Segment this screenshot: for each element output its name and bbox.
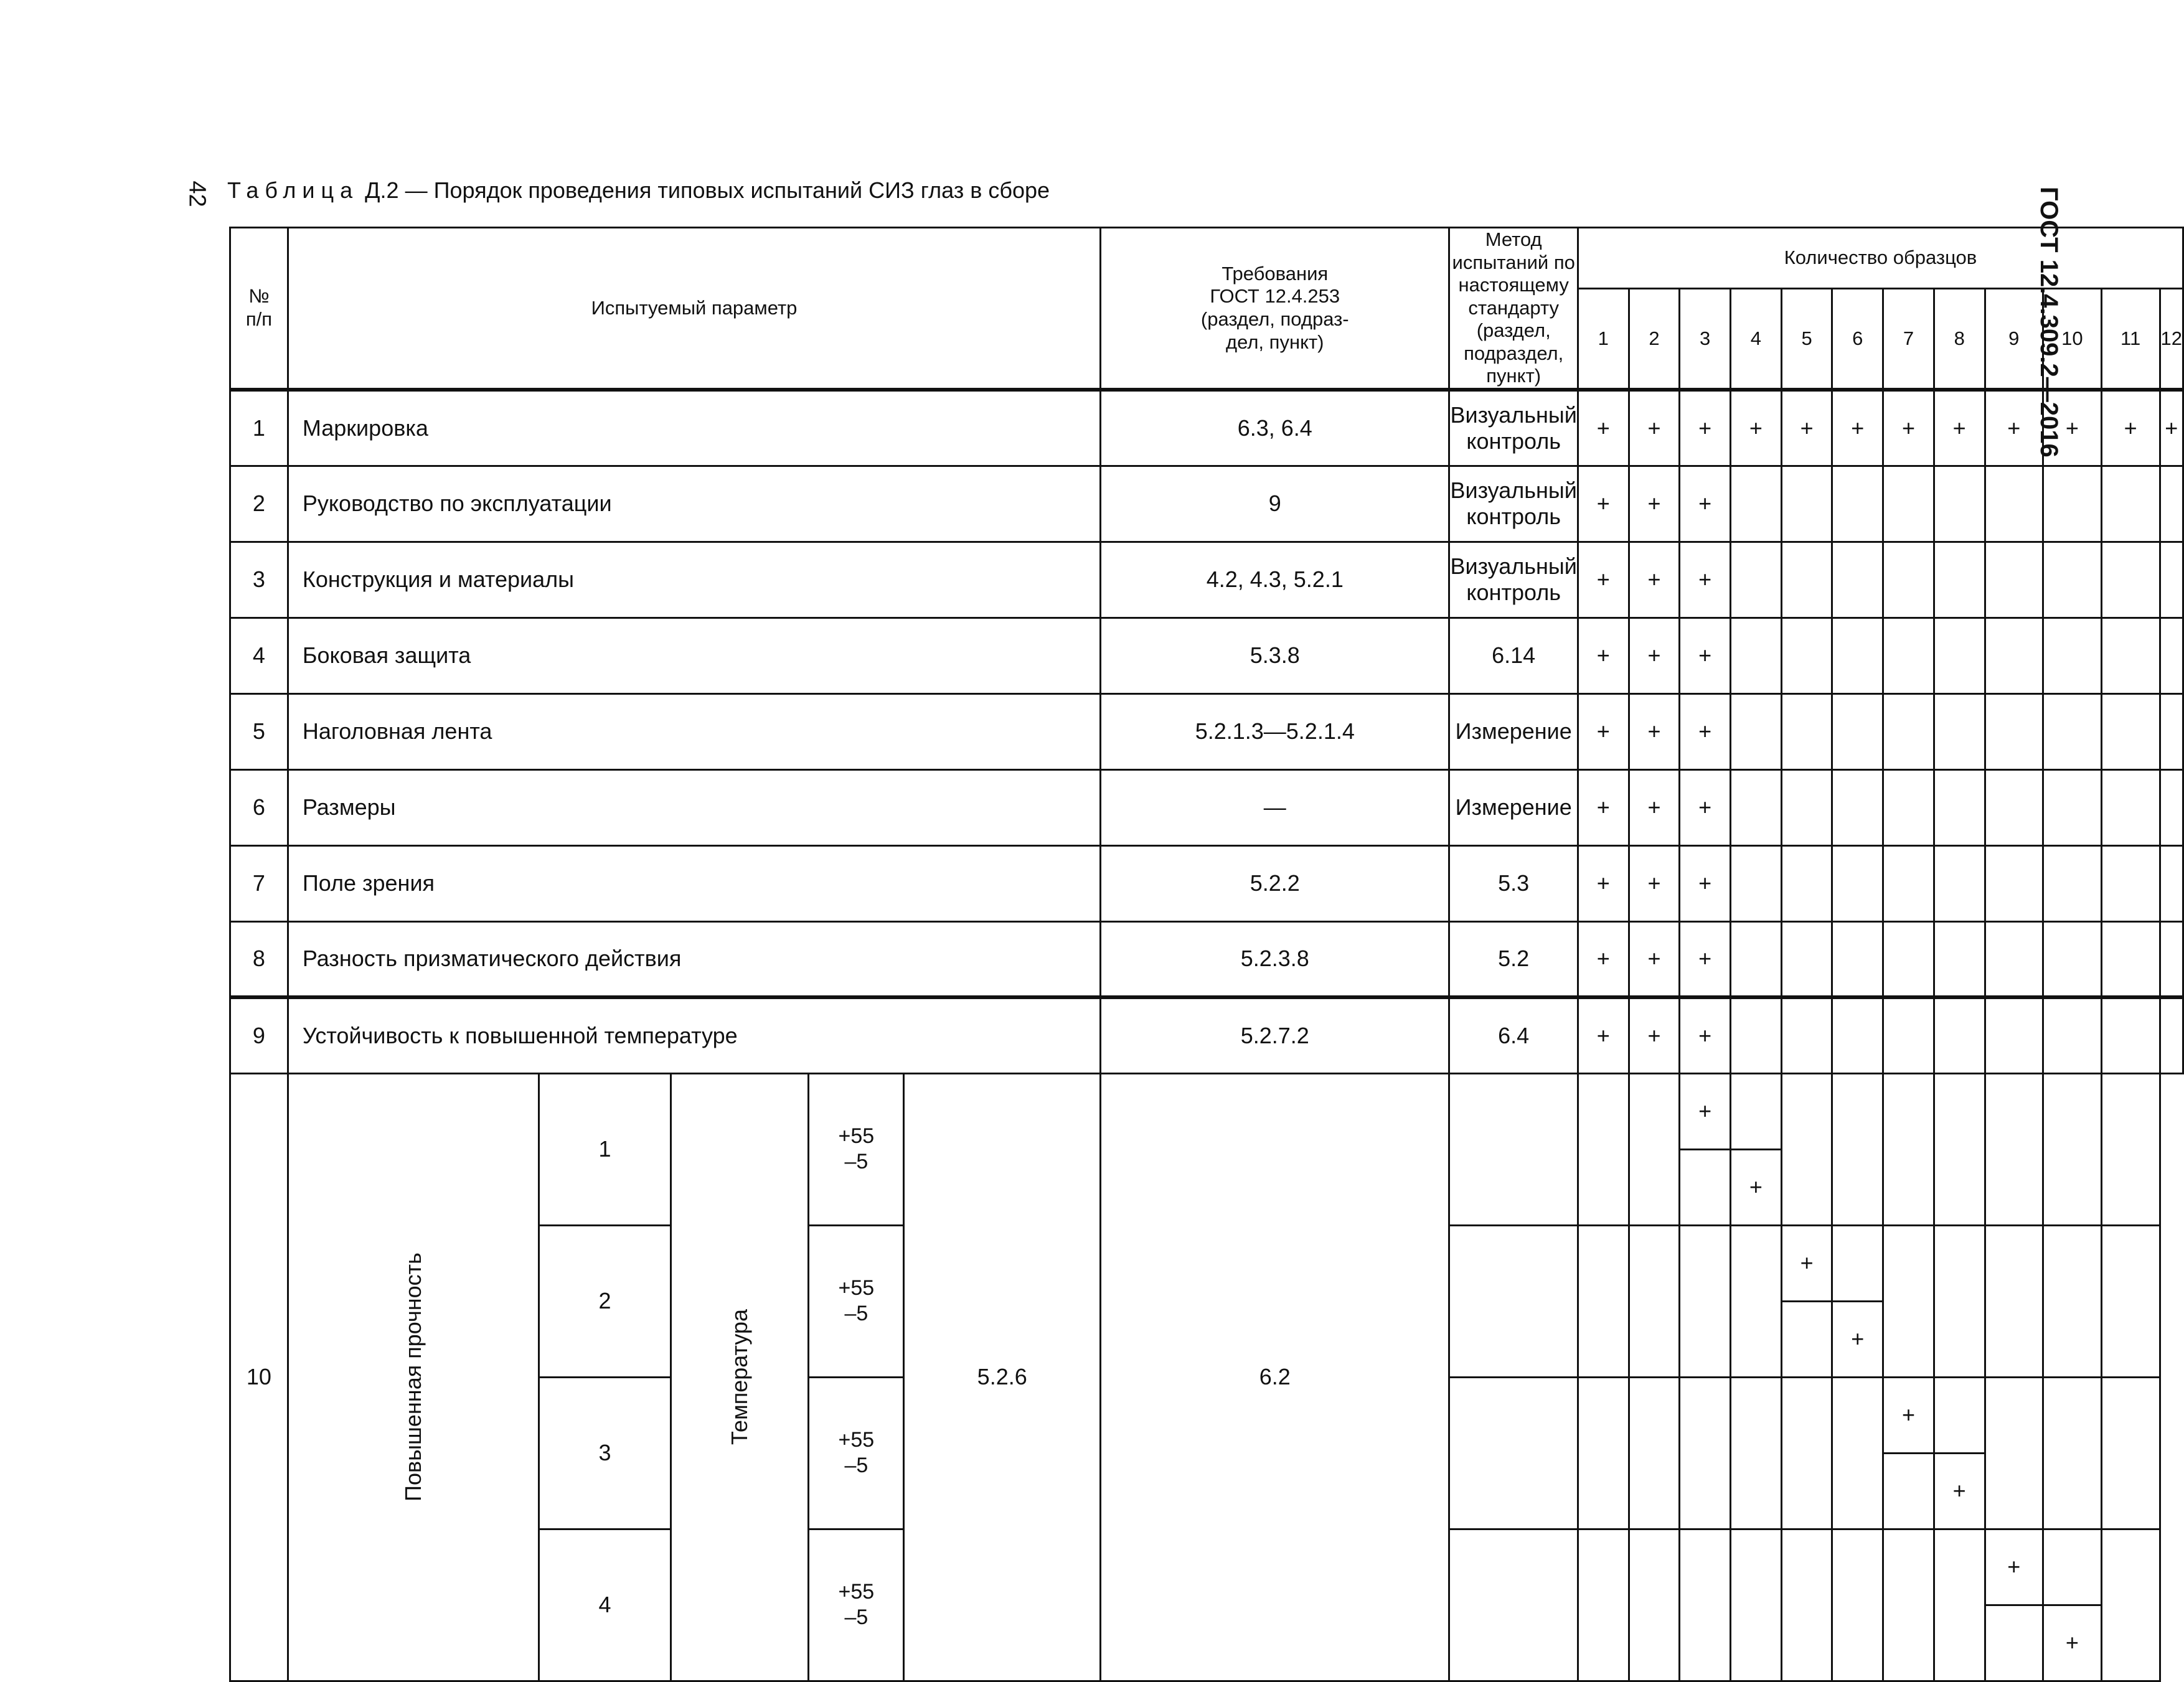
row-number: 10 [230,1073,288,1681]
table-caption [227,177,1050,204]
sample-cell-5: + [1731,1149,1782,1225]
sample-cell-1 [1449,1377,1578,1529]
sample-cell-11 [2043,1529,2101,1605]
header-num-line1: № [248,285,270,308]
sample-cell-5 [1731,1377,1782,1529]
sample-cell-2 [1578,1225,1629,1377]
sample-cell-8: + [1883,1377,1934,1453]
sample-cell-3 [1629,1377,1680,1529]
sample-cell-10 [2043,921,2101,997]
sample-cell-2: + [1629,466,1680,542]
sample-cell-9 [1934,1529,1985,1681]
sample-cell-8 [1883,1073,1934,1225]
temperature-value [809,1529,904,1681]
sample-cell-4 [1680,1529,1731,1681]
header-sample-11: 11 [2101,288,2160,390]
table-row [230,618,2183,693]
caption-word: Таблица [227,177,359,203]
sample-cell-6 [1781,1529,1832,1681]
table-row [230,769,2183,845]
sample-cell-12 [2160,693,2183,769]
temperature-plus: +55 [838,1276,875,1300]
caption-text: Д.2 — Порядок проведения типовых испытаний СИЗ глаз в сборе [359,177,1050,203]
sample-cell-11 [2101,997,2160,1073]
row-parameter: Наголовная лента [288,693,1100,769]
sample-cell-6 [1832,542,1883,618]
sample-cell-9: + [1985,390,2043,466]
sample-cell-3 [1629,1073,1680,1225]
row-number: 4 [230,618,288,693]
sample-cell-6 [1832,921,1883,997]
table-row [230,997,2183,1073]
sample-cell-11 [2101,542,2160,618]
sample-cell-11: + [2043,1605,2101,1681]
table-row [230,542,2183,618]
sample-cell-11 [2101,693,2160,769]
header-sample-10: 10 [2043,288,2101,390]
sample-cell-10 [2043,466,2101,542]
sample-cell-9 [1985,845,2043,921]
row-method: Измерение [1449,693,1578,769]
sample-cell-4 [1731,618,1782,693]
row-requirement: 9 [1101,466,1449,542]
row-method: 6.14 [1449,618,1578,693]
sample-cell-5 [1781,997,1832,1073]
sample-cell-6: + [1832,390,1883,466]
sample-cell-8 [1883,1453,1934,1529]
sample-cell-11 [2101,845,2160,921]
sample-cell-12 [2101,1073,2160,1225]
row-number: 7 [230,845,288,921]
sample-cell-11 [2101,466,2160,542]
header-num [230,228,288,390]
sample-cell-1: + [1578,997,1629,1073]
row-parameter-vertical [288,1073,539,1681]
sample-cell-8 [1934,542,1985,618]
row-requirement: 5.2.1.3—5.2.1.4 [1101,693,1449,769]
sample-cell-3: + [1680,390,1731,466]
sample-cell-4 [1680,1377,1731,1529]
temperature-minus: –5 [844,1605,868,1630]
sample-cell-4 [1731,921,1782,997]
row-parameter: Разность призматического действия [288,921,1100,997]
row-requirement: 5.2.7.2 [1101,997,1449,1073]
sample-cell-6 [1781,1301,1832,1377]
standard-code: ГОСТ 12.4.309.2—2016 [2035,187,2063,458]
sample-cell-2: + [1629,921,1680,997]
sample-cell-12 [2101,1529,2160,1681]
row-method: Измерение [1449,769,1578,845]
row-parameter: Конструкция и материалы [288,542,1100,618]
sample-cell-5 [1781,845,1832,921]
sample-cell-3 [1629,1529,1680,1681]
sample-cell-8: + [1934,390,1985,466]
header-req-line3: (раздел, подраз- [1200,308,1349,331]
sample-cell-4 [1680,1225,1731,1377]
sample-cell-8 [1934,769,1985,845]
sample-cell-10 [1985,1377,2043,1529]
sample-cell-7 [1883,921,1934,997]
sample-cell-6 [1832,466,1883,542]
sample-cell-2: + [1629,390,1680,466]
sample-cell-12 [2160,845,2183,921]
sample-cell-7 [1883,769,1934,845]
sample-cell-11 [2043,1377,2101,1529]
sample-cell-5 [1781,921,1832,997]
sample-cell-6 [1832,618,1883,693]
sample-cell-9 [1934,1073,1985,1225]
header-method [1449,228,1578,390]
header-method-line2: стандарту (раздел, подраздел, [1464,296,1564,364]
sample-cell-6 [1832,845,1883,921]
header-param: Испытуемый параметр [288,228,1100,390]
sample-cell-2: + [1629,845,1680,921]
sample-cell-12 [2101,1225,2160,1377]
subrow-number: 2 [539,1225,671,1377]
row-requirement: 5.3.8 [1101,618,1449,693]
header-sample-1: 1 [1578,288,1629,390]
sample-cell-7 [1883,466,1934,542]
sample-cell-2: + [1629,542,1680,618]
header-requirements [1101,228,1449,390]
row-parameter: Поле зрения [288,845,1100,921]
header-req-line2: ГОСТ 12.4.253 [1210,285,1340,308]
sample-cell-5 [1781,542,1832,618]
sample-cell-11: + [2101,390,2160,466]
row-parameter: Руководство по эксплуатации [288,466,1100,542]
table-row [230,921,2183,997]
temperature-value [809,1073,904,1225]
row-requirement: 5.2.2 [1101,845,1449,921]
temperature-label: Температура [727,1309,753,1445]
row-requirement: 6.3, 6.4 [1101,390,1449,466]
row-requirement: 5.2.3.8 [1101,921,1449,997]
sample-cell-12 [2101,1377,2160,1529]
sample-cell-7 [1832,1529,1883,1681]
row-requirement: 5.2.6 [904,1073,1101,1681]
sample-cell-4 [1731,769,1782,845]
temperature-minus: –5 [844,1454,868,1478]
sample-cell-3: + [1680,618,1731,693]
sample-cell-2 [1578,1073,1629,1225]
sample-cell-3: + [1680,845,1731,921]
sample-cell-9 [1985,618,2043,693]
row-parameter: Боковая защита [288,618,1100,693]
temperature-plus: +55 [838,1580,875,1604]
row-method: 5.2 [1449,921,1578,997]
sample-cell-4 [1731,845,1782,921]
header-req-line1: Требования [1221,262,1329,284]
sample-cell-10 [1985,1225,2043,1377]
header-num-line2: п/п [245,308,273,331]
sample-cell-7 [1832,1377,1883,1529]
subrow-number: 3 [539,1377,671,1529]
temperature-minus: –5 [844,1302,868,1326]
header-sample-12: 12 [2160,288,2183,390]
temperature-value [809,1225,904,1377]
sample-cell-7 [1832,1225,1883,1301]
sample-cell-1: + [1578,390,1629,466]
sample-cell-3: + [1680,921,1731,997]
sample-cell-5 [1731,1529,1782,1681]
sample-cell-8 [1934,693,1985,769]
sample-cell-1: + [1578,618,1629,693]
sample-cell-9 [1985,769,2043,845]
temperature-minus: –5 [844,1150,868,1174]
sample-cell-11 [2043,1073,2101,1225]
temperature-plus: +55 [838,1428,875,1452]
header-sample-3: 3 [1680,288,1731,390]
header-sample-5: 5 [1781,288,1832,390]
sample-cell-10 [2043,542,2101,618]
sample-cell-6: + [1781,1225,1832,1301]
sample-cell-12 [2160,769,2183,845]
sample-cell-7 [1883,845,1934,921]
sample-cell-5 [1781,466,1832,542]
sample-cell-1 [1449,1225,1578,1377]
sample-cell-2 [1578,1529,1629,1681]
sample-cell-8 [1934,845,1985,921]
row-method: Визуальный контроль [1449,390,1578,466]
page-number: 42 [184,181,210,207]
parameter-label: Повышенная прочность [400,1252,426,1501]
sample-cell-6 [1832,997,1883,1073]
sample-cell-8 [1934,466,1985,542]
sample-cell-6 [1832,693,1883,769]
sample-cell-1 [1449,1073,1578,1225]
sample-cell-7 [1883,693,1934,769]
sample-cell-4 [1680,1149,1731,1225]
table-row [230,390,2183,466]
header-method-line1: Метод испытаний по настоящему [1452,228,1575,296]
sample-cell-8 [1883,1225,1934,1377]
header-sample-7: 7 [1883,288,1934,390]
sample-cell-7 [1883,618,1934,693]
sample-cell-3: + [1680,466,1731,542]
sample-cell-4: + [1680,1073,1731,1149]
sample-cell-7 [1883,542,1934,618]
sample-cell-5 [1731,1225,1782,1377]
header-sample-4: 4 [1731,288,1782,390]
header-sample-9: 9 [1985,288,2043,390]
row-number: 9 [230,997,288,1073]
sample-cell-9 [1985,466,2043,542]
sample-cell-10: + [2043,390,2101,466]
sample-cell-2: + [1629,693,1680,769]
temperature-value [809,1377,904,1529]
temperature-plus: +55 [838,1124,875,1149]
sample-cell-5 [1781,769,1832,845]
sample-cell-1: + [1578,769,1629,845]
sample-cell-5: + [1781,390,1832,466]
sample-cell-6 [1781,1073,1832,1225]
sample-cell-10: + [1985,1529,2043,1605]
sample-cell-2: + [1629,618,1680,693]
sample-cell-5 [1781,618,1832,693]
row-number: 5 [230,693,288,769]
sample-cell-5 [1781,693,1832,769]
header-method-line3: пункт) [1486,365,1542,387]
row-method: 6.2 [1101,1073,1449,1681]
row-number: 6 [230,769,288,845]
sample-cell-10 [2043,997,2101,1073]
row-method: Визуальный контроль [1449,466,1578,542]
sample-cell-8 [1934,921,1985,997]
row-method: Визуальный контроль [1449,542,1578,618]
header-sample-8: 8 [1934,288,1985,390]
sample-cell-3: + [1680,997,1731,1073]
table-row [230,693,2183,769]
sample-cell-3: + [1680,769,1731,845]
sample-cell-1: + [1578,542,1629,618]
row-number: 3 [230,542,288,618]
sample-cell-9 [1934,1225,1985,1377]
table-row [230,845,2183,921]
table-row [230,466,2183,542]
row-number: 1 [230,390,288,466]
sample-cell-10 [2043,693,2101,769]
sample-cell-4 [1731,693,1782,769]
sample-cell-12 [2160,997,2183,1073]
sample-cell-1: + [1578,845,1629,921]
sample-cell-11 [2101,769,2160,845]
sample-cell-1: + [1578,921,1629,997]
sample-cell-2: + [1629,997,1680,1073]
sample-cell-1: + [1578,693,1629,769]
row-method: 6.4 [1449,997,1578,1073]
sample-cell-7: + [1883,390,1934,466]
sample-cell-4 [1731,466,1782,542]
table-row-10-part [230,1073,2183,1149]
sample-cell-8 [1934,997,1985,1073]
sample-cell-9 [1985,997,2043,1073]
row-parameter: Устойчивость к повышенной температуре [288,997,1100,1073]
sample-cell-1: + [1578,466,1629,542]
test-procedure-table [229,227,2184,1682]
sample-cell-12: + [2160,390,2183,466]
row-number: 8 [230,921,288,997]
sample-cell-12 [2160,921,2183,997]
sample-cell-8 [1934,618,1985,693]
row-number: 2 [230,466,288,542]
sample-cell-3: + [1680,693,1731,769]
row-requirement: — [1101,769,1449,845]
sample-cell-10 [1985,1605,2043,1681]
header-req-line4: дел, пункт) [1226,331,1324,353]
row-requirement: 4.2, 4.3, 5.2.1 [1101,542,1449,618]
sample-cell-7 [1883,997,1934,1073]
sample-cell-7 [1832,1073,1883,1225]
sample-cell-2 [1578,1377,1629,1529]
sample-cell-4: + [1731,390,1782,466]
sample-cell-3: + [1680,542,1731,618]
sample-cell-4 [1731,997,1782,1073]
temperature-column [671,1073,809,1681]
row-parameter: Маркировка [288,390,1100,466]
subrow-number: 4 [539,1529,671,1681]
header-sample-6: 6 [1832,288,1883,390]
header-sample-2: 2 [1629,288,1680,390]
sample-cell-9 [1934,1377,1985,1453]
sample-cell-9 [1985,693,2043,769]
sample-cell-6 [1781,1377,1832,1529]
sample-cell-12 [2160,466,2183,542]
sample-cell-11 [2101,618,2160,693]
sample-cell-1 [1449,1529,1578,1681]
row-method: 5.3 [1449,845,1578,921]
row-parameter: Размеры [288,769,1100,845]
sample-cell-7: + [1832,1301,1883,1377]
sample-cell-2: + [1629,769,1680,845]
sample-cell-3 [1629,1225,1680,1377]
sample-cell-10 [2043,845,2101,921]
sample-cell-12 [2160,542,2183,618]
sample-cell-10 [2043,618,2101,693]
sample-cell-5 [1731,1073,1782,1149]
sample-cell-4 [1731,542,1782,618]
subrow-number: 1 [539,1073,671,1225]
sample-cell-11 [2043,1225,2101,1377]
sample-cell-10 [2043,769,2101,845]
sample-cell-6 [1832,769,1883,845]
sample-cell-11 [2101,921,2160,997]
sample-cell-8 [1883,1529,1934,1681]
header-samples: Количество образцов [1578,228,2183,289]
sample-cell-10 [1985,1073,2043,1225]
sample-cell-9 [1985,542,2043,618]
sample-cell-12 [2160,618,2183,693]
sample-cell-9 [1985,921,2043,997]
sample-cell-9: + [1934,1453,1985,1529]
